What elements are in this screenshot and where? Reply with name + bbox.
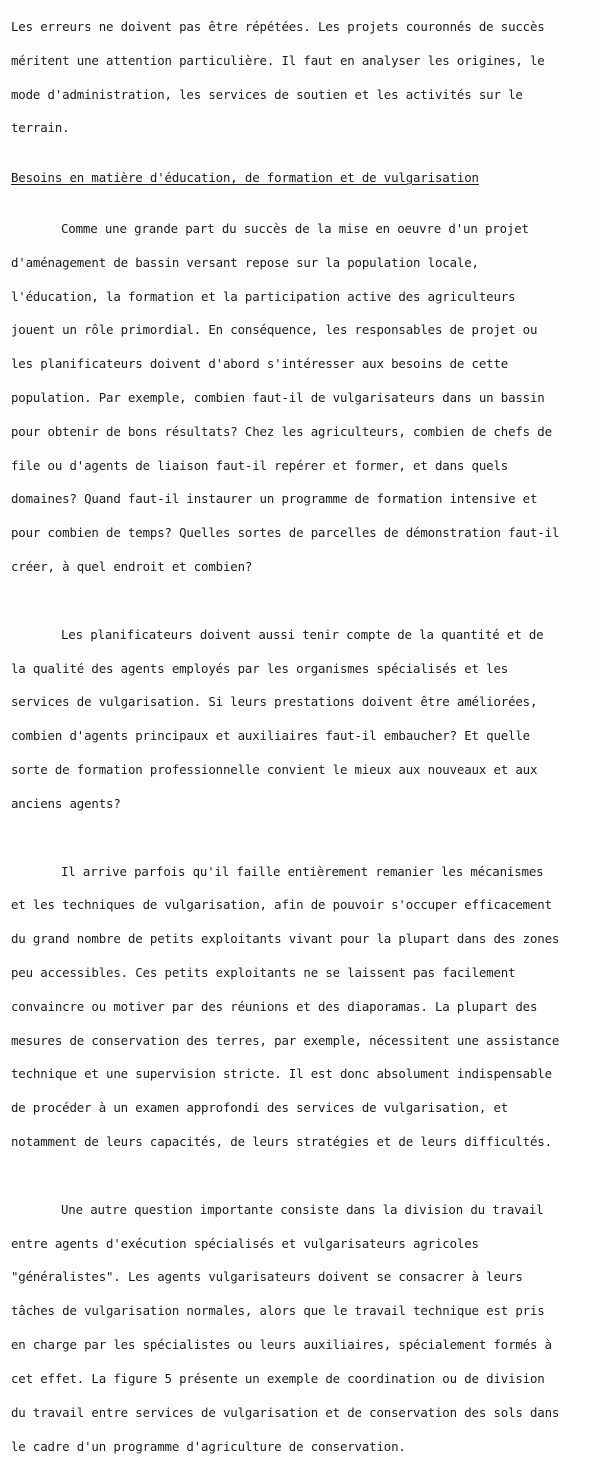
text-line: Les erreurs ne doivent pas être répétées. Les projets couronnés de succès	[11, 18, 545, 34]
body-paragraph-mechanisms	[11, 847, 590, 1168]
body-paragraph-education	[11, 204, 590, 593]
text-line: mesures de conservation des terres, par exemple, nécessitent une assistance	[11, 1032, 560, 1048]
text-line: combien d'agents principaux et auxiliaires faut-il embaucher? Et quelle	[11, 728, 530, 744]
body-paragraph-division	[11, 1185, 590, 1472]
text-line: notamment de leurs capacités, de leurs stratégies et de leurs difficultés.	[11, 1134, 552, 1150]
text-line: Les planificateurs doivent aussi tenir compte de la quantité et de	[61, 626, 544, 642]
text-line: Une autre question importante consiste dans la division du travail	[61, 1201, 544, 1217]
text-line: technique et une supervision stricte. Il est donc absolument indispensable	[11, 1066, 552, 1082]
text-line: file ou d'agents de liaison faut-il repérer et former, et dans quels	[11, 457, 509, 473]
text-line: en charge par les spécialistes ou leurs auxiliaires, spécialement formés à	[11, 1337, 552, 1353]
text-line: d'aménagement de bassin versant repose sur la population locale,	[11, 254, 479, 270]
text-line: Il arrive parfois qu'il faille entièrement remanier les mécanismes	[61, 863, 544, 879]
text-line: sorte de formation professionnelle convient le mieux aux nouveaux et aux	[11, 762, 538, 778]
intro-paragraph	[11, 2, 590, 154]
text-line: du grand nombre de petits exploitants vivant pour la plupart dans des zones	[11, 931, 560, 947]
text-line: population. Par exemple, combien faut-il de vulgarisateurs dans un bassin	[11, 390, 545, 406]
text-line: terrain.	[11, 120, 70, 136]
text-line: domaines? Quand faut-il instaurer un programme de formation intensive et	[11, 491, 538, 507]
text-line: entre agents d'exécution spécialisés et vulgarisateurs agricoles	[11, 1235, 479, 1251]
text-line: du travail entre services de vulgarisation et de conservation des sols dans	[11, 1404, 560, 1420]
text-line: cet effet. La figure 5 présente un exemple de coordination ou de division	[11, 1370, 545, 1386]
text-line: Comme une grande part du succès de la mise en oeuvre d'un projet	[61, 220, 529, 236]
text-line: services de vulgarisation. Si leurs prestations doivent être améliorées,	[11, 694, 538, 710]
text-line: et les techniques de vulgarisation, afin de pouvoir s'occuper efficacement	[11, 897, 552, 913]
text-line: la qualité des agents employés par les organismes spécialisés et les	[11, 660, 509, 676]
text-line: méritent une attention particulière. Il faut en analyser les origines, le	[11, 52, 545, 68]
text-line: le cadre d'un programme d'agriculture de conservation.	[11, 1438, 406, 1454]
text-line: les planificateurs doivent d'abord s'intéresser aux besoins de cette	[11, 356, 509, 372]
text-line: jouent un rôle primordial. En conséquence, les responsables de projet ou	[11, 322, 538, 338]
text-line: convaincre ou motiver par des réunions et des diaporamas. La plupart des	[11, 998, 538, 1014]
text-line: de procéder à un examen approfondi des services de vulgarisation, et	[11, 1100, 509, 1116]
text-line: pour obtenir de bons résultats? Chez les agriculteurs, combien de chefs de	[11, 423, 552, 439]
text-line: "généralistes". Les agents vulgarisateurs doivent se consacrer à leurs	[11, 1269, 523, 1285]
text-line: peu accessibles. Ces petits exploitants ne se laissent pas facilement	[11, 965, 516, 981]
body-paragraph-agents	[11, 610, 590, 830]
text-line: créer, à quel endroit et combien?	[11, 559, 253, 575]
text-line: pour combien de temps? Quelles sortes de parcelles de démonstration faut-il	[11, 525, 560, 541]
text-line: tâches de vulgarisation normales, alors que le travail technique est pris	[11, 1303, 545, 1319]
text-line: anciens agents?	[11, 795, 121, 811]
text-line: l'éducation, la formation et la participation active des agriculteurs	[11, 288, 516, 304]
section-heading: Besoins en matière d'éducation, de formation et de vulgarisation	[11, 170, 479, 186]
text-line: mode d'administration, les services de soutien et les activités sur le	[11, 86, 523, 102]
